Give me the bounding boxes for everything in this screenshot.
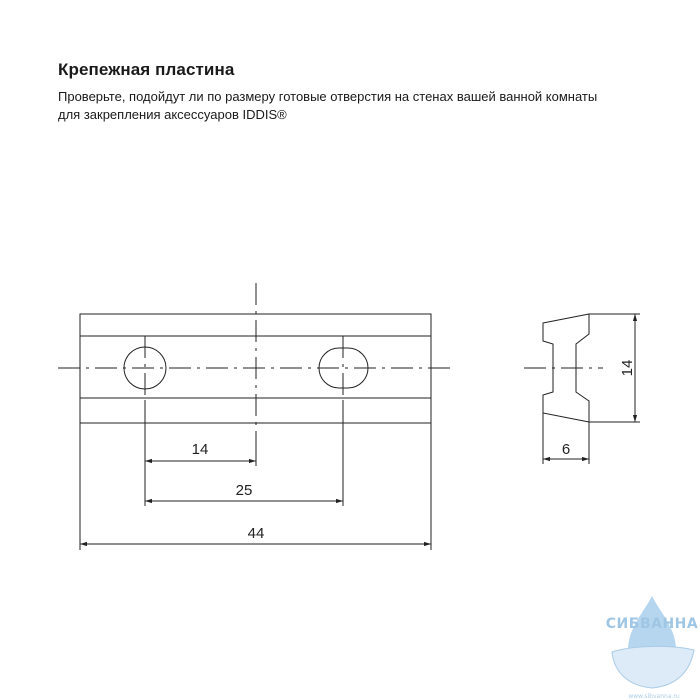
dim-label-hole-to-hole: 25 [235,482,253,499]
dim-label-hole-to-center: 14 [191,441,209,458]
watermark-url: www.sibvanna.ru [628,693,680,700]
watermark-brand: СИБВАННА [605,616,699,632]
dim-label-profile-height: 14 [618,359,636,377]
subtitle-line-1: Проверьте, подойдут ли по размеру готовые отверстия на стенах вашей ванной комнаты [58,89,598,104]
dim-label-total-length: 44 [247,525,265,542]
page-title: Крепежная пластина [58,60,235,79]
bathtub-icon [612,646,694,688]
subtitle-line-2: для закрепления аксессуаров IDDIS® [58,107,287,122]
dim-label-profile-width: 6 [561,441,571,458]
plate-side-profile [524,314,640,464]
sibvanna-watermark-logo [606,596,698,700]
center-lines [58,283,452,444]
